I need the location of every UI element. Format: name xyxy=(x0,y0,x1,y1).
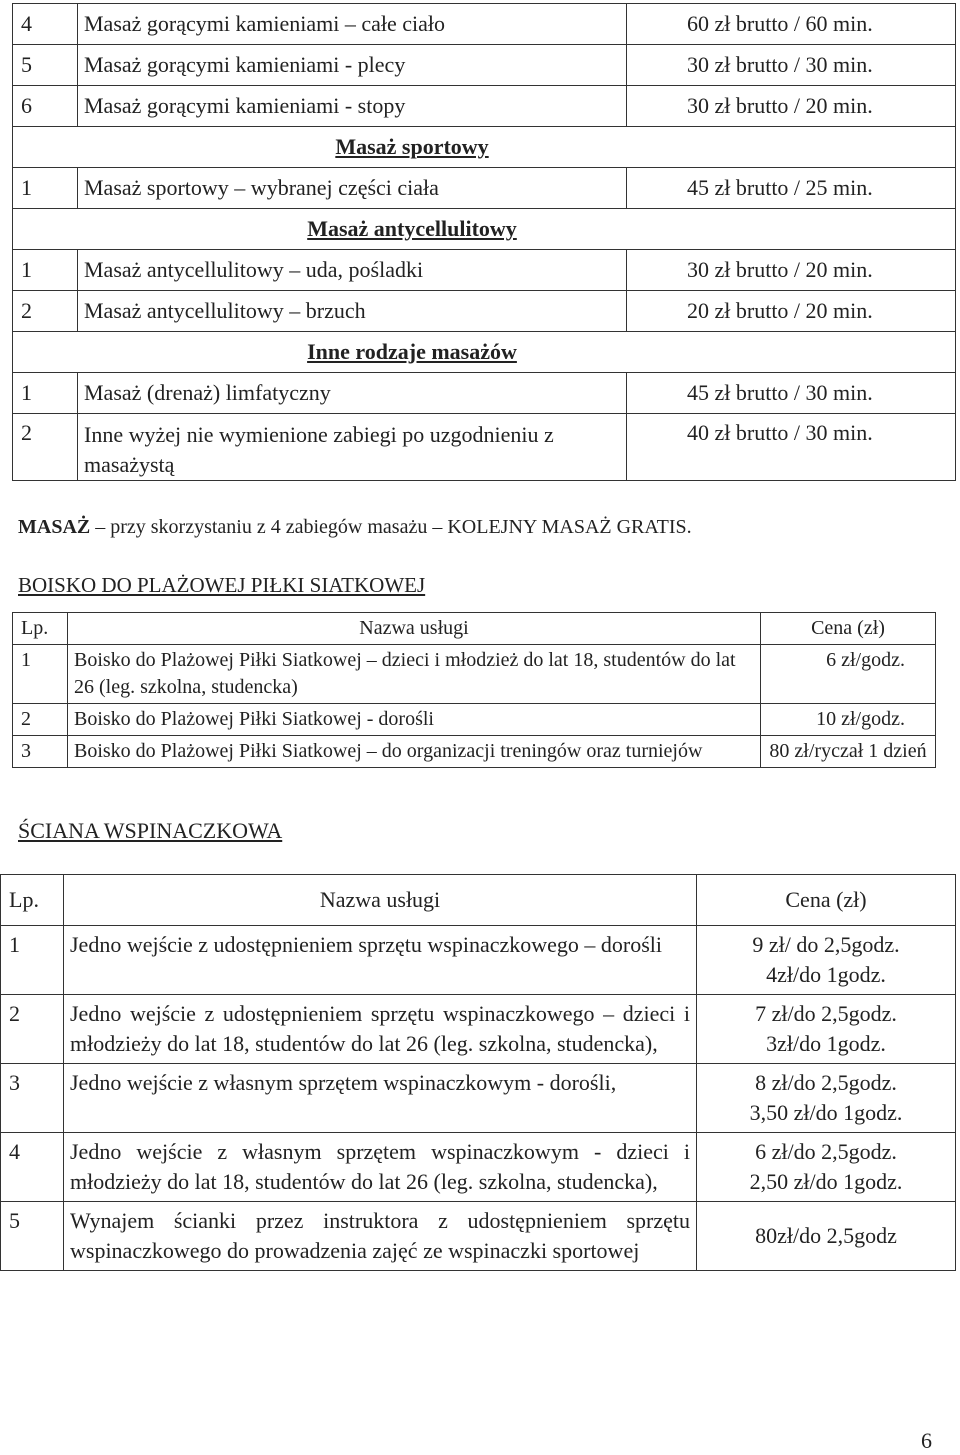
column-header-price: Cena (zł) xyxy=(697,875,956,926)
table-row xyxy=(13,168,956,209)
promo-text: – przy skorzystaniu z 4 zabiegów masażu – KOLEJNY MASAŻ GRATIS. xyxy=(90,516,692,538)
row-number: 1 xyxy=(13,250,78,291)
table-header-row xyxy=(1,875,956,926)
service-price: 30 zł brutto / 20 min. xyxy=(627,86,956,127)
table-row xyxy=(13,4,956,45)
service-price: 30 zł brutto / 30 min. xyxy=(627,45,956,86)
service-price: 60 zł brutto / 60 min. xyxy=(627,4,956,45)
row-number: 1 xyxy=(13,373,78,414)
service-name: Boisko do Plażowej Piłki Siatkowej – dzieci i młodzież do lat 18, studentów do lat 26 (leg. szkolna, studencka) xyxy=(68,645,761,704)
column-header-name: Nazwa usługi xyxy=(68,613,761,645)
price-long: 80zł/do 2,5godz xyxy=(755,1223,897,1248)
service-price: 10 zł/godz. xyxy=(761,704,936,736)
row-number: 2 xyxy=(13,414,78,481)
row-number: 1 xyxy=(13,168,78,209)
service-name: Jedno wejście z własnym sprzętem wspinaczkowym - dzieci i młodzieży do lat 18, studentów do lat 26 (leg. szkolna, studencka), xyxy=(64,1133,697,1202)
table-row xyxy=(13,736,936,768)
table-row xyxy=(1,995,956,1064)
row-number: 4 xyxy=(1,1133,64,1202)
table-header-row xyxy=(13,613,936,645)
price-long: 7 zł/do 2,5godz. xyxy=(755,1001,897,1026)
massage-promo-note xyxy=(18,516,692,539)
section-header-row xyxy=(13,127,956,168)
column-header-lp: Lp. xyxy=(1,875,64,926)
table-row xyxy=(13,291,956,332)
row-number: 1 xyxy=(1,926,64,995)
service-name: Boisko do Plażowej Piłki Siatkowej - dorośli xyxy=(68,704,761,736)
table-row xyxy=(13,250,956,291)
column-header-price: Cena (zł) xyxy=(761,613,936,645)
table-row xyxy=(13,45,956,86)
service-name: Jedno wejście z własnym sprzętem wspinaczkowym - dorośli, xyxy=(64,1064,697,1133)
page-number: 6 xyxy=(921,1428,932,1453)
service-price: 45 zł brutto / 25 min. xyxy=(627,168,956,209)
section-heading-climbing-wall: ŚCIANA WSPINACZKOWA xyxy=(18,818,283,843)
massage-price-table xyxy=(12,3,956,481)
service-name: Masaż gorącymi kamieniami - plecy xyxy=(78,45,627,86)
section-title-sport: Masaż sportowy xyxy=(13,127,956,168)
price-short: 3zł/do 1godz. xyxy=(766,1031,886,1056)
section-header-row xyxy=(13,209,956,250)
service-name: Jedno wejście z udostępnieniem sprzętu wspinaczkowego – dorośli xyxy=(64,926,697,995)
table-row xyxy=(1,926,956,995)
price-long: 8 zł/do 2,5godz. xyxy=(755,1070,897,1095)
row-number: 1 xyxy=(13,645,68,704)
service-name: Masaż antycellulitowy – brzuch xyxy=(78,291,627,332)
column-header-lp: Lp. xyxy=(13,613,68,645)
service-price: 80 zł/ryczał 1 dzień xyxy=(761,736,936,768)
service-price xyxy=(697,926,956,995)
service-name: Boisko do Plażowej Piłki Siatkowej – do organizacji treningów oraz turniejów xyxy=(68,736,761,768)
section-title-other: Inne rodzaje masażów xyxy=(13,332,956,373)
service-price: 30 zł brutto / 20 min. xyxy=(627,250,956,291)
service-name: Masaż sportowy – wybranej części ciała xyxy=(78,168,627,209)
row-number: 5 xyxy=(13,45,78,86)
climbing-wall-price-table xyxy=(0,874,956,1271)
row-number: 3 xyxy=(1,1064,64,1133)
service-price: 40 zł brutto / 30 min. xyxy=(627,414,956,481)
row-number: 6 xyxy=(13,86,78,127)
service-name: Masaż gorącymi kamieniami – całe ciało xyxy=(78,4,627,45)
service-name: Masaż antycellulitowy – uda, pośladki xyxy=(78,250,627,291)
row-number: 5 xyxy=(1,1202,64,1271)
table-row xyxy=(13,645,936,704)
column-header-name: Nazwa usługi xyxy=(64,875,697,926)
table-row xyxy=(1,1064,956,1133)
service-price xyxy=(697,1133,956,1202)
section-title-anticellulite: Masaż antycellulitowy xyxy=(13,209,956,250)
price-short: 3,50 zł/do 1godz. xyxy=(749,1100,903,1125)
service-name: Masaż (drenaż) limfatyczny xyxy=(78,373,627,414)
price-short: 2,50 zł/do 1godz. xyxy=(749,1169,903,1194)
row-number: 4 xyxy=(13,4,78,45)
table-row xyxy=(13,414,956,481)
table-row xyxy=(1,1133,956,1202)
service-name: Inne wyżej nie wymienione zabiegi po uzgodnieniu z masażystą xyxy=(78,414,627,481)
service-price: 45 zł brutto / 30 min. xyxy=(627,373,956,414)
section-heading-beach-volleyball: BOISKO DO PLAŻOWEJ PIŁKI SIATKOWEJ xyxy=(18,573,426,597)
price-short: 4zł/do 1godz. xyxy=(766,962,886,987)
row-number: 3 xyxy=(13,736,68,768)
service-price xyxy=(697,1202,956,1271)
table-row xyxy=(13,373,956,414)
section-header-row xyxy=(13,332,956,373)
service-price xyxy=(697,1064,956,1133)
service-price: 6 zł/godz. xyxy=(761,645,936,704)
service-price: 20 zł brutto / 20 min. xyxy=(627,291,956,332)
row-number: 2 xyxy=(1,995,64,1064)
price-long: 9 zł/ do 2,5godz. xyxy=(752,932,900,957)
service-price xyxy=(697,995,956,1064)
promo-label: MASAŻ xyxy=(18,516,91,538)
service-name: Jedno wejście z udostępnieniem sprzętu wspinaczkowego – dzieci i młodzieży do lat 18, studentów do lat 26 (leg. szkolna, studencka), xyxy=(64,995,697,1064)
service-name: Masaż gorącymi kamieniami - stopy xyxy=(78,86,627,127)
table-row xyxy=(13,86,956,127)
row-number: 2 xyxy=(13,291,78,332)
service-name: Wynajem ścianki przez instruktora z udostępnieniem sprzętu wspinaczkowego do prowadzenia zajęć ze wspinaczki sportowej xyxy=(64,1202,697,1271)
table-row xyxy=(1,1202,956,1271)
row-number: 2 xyxy=(13,704,68,736)
table-row xyxy=(13,704,936,736)
price-long: 6 zł/do 2,5godz. xyxy=(755,1139,897,1164)
beach-volleyball-price-table xyxy=(12,612,936,768)
